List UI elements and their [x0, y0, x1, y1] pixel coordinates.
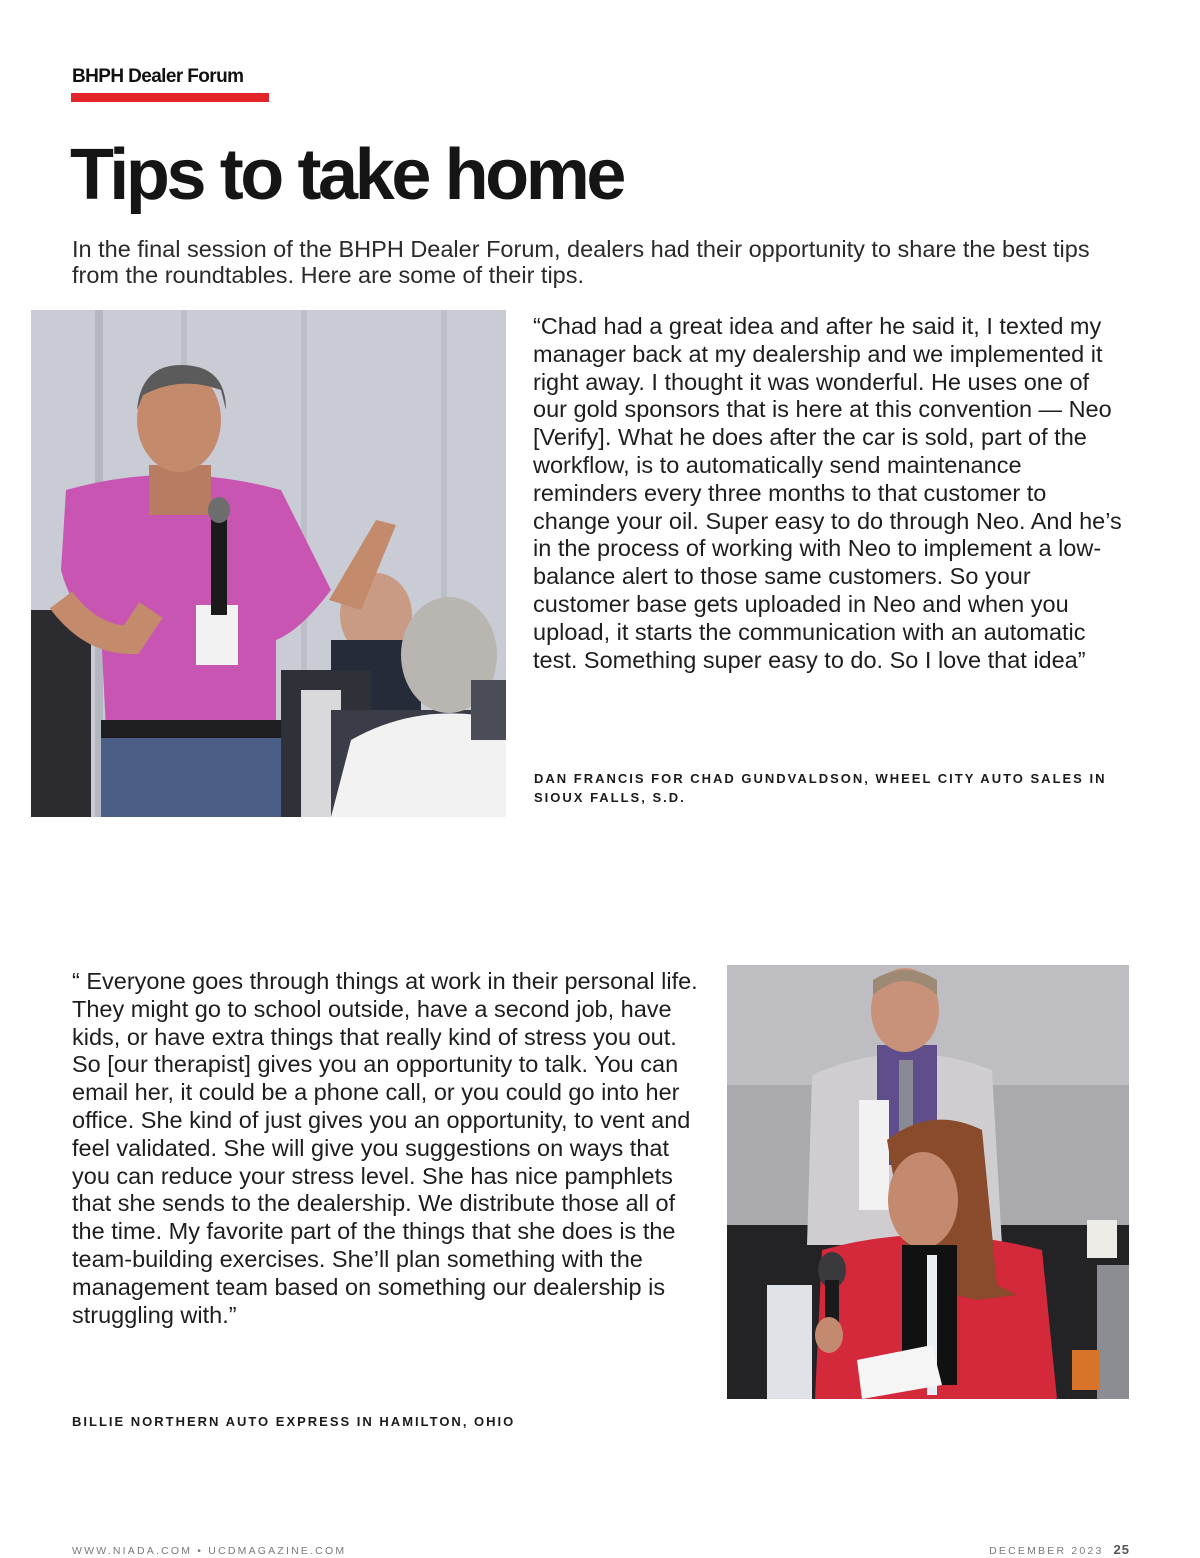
article-intro: In the final session of the BHPH Dealer Forum, dealers had their opportunity to share the best tips from the roundtables. Here are some of their tips.	[72, 236, 1090, 288]
speaker-photo-woman-red-jacket	[727, 965, 1129, 1399]
section-accent-rule	[71, 93, 269, 102]
article-headline: Tips to take home	[70, 135, 624, 215]
section-label: BHPH Dealer Forum	[72, 66, 244, 87]
dealer-quote-1: “Chad had a great idea and after he said it, I texted my manager back at my dealership and we implemented it right away. I thought it was wonderful. He uses one of our gold sponsors that is here at this convention — Neo [Verify]. What he does after the car is sold, part of the workflow, is to automatically send maintenance reminders every three months to that customer to change your oil. Super easy to do through Neo. And he’s in the process of working with Neo to implement a low-balance alert to those same customers. So your customer base gets uploaded in Neo and when you upload, it starts the communication with an automatic test. Something super easy to do. So I love that idea”	[533, 313, 1122, 673]
footer-page-info	[989, 1542, 1130, 1557]
dealer-quote-2: “ Everyone goes through things at work in their personal life. They might go to school outside, have a second job, have kids, or have extra things that really kind of stress you out. So [our therapist] gives you an opportunity to talk. You can email her, it could be a phone call, or you could go into her office. She kind of just gives you an opportunity, to vent and feel validated. She will give you suggestions on ways that you can reduce your stress level. She has nice pamphlets that she sends to the dealership. We distribute those all of the time. My favorite part of the things that she does is the team-building exercises. She’ll plan something with the management team based on something our dealership is struggling with.”	[72, 968, 698, 1328]
footer-websites: WWW.NIADA.COM • UCDMAGAZINE.COM	[72, 1545, 347, 1557]
speaker-photo-man-pink-shirt	[31, 310, 506, 817]
quote-2-attribution: BILLIE NORTHERN AUTO EXPRESS IN HAMILTON, OHIO	[72, 1414, 516, 1429]
quote-1-attribution: DAN FRANCIS FOR CHAD GUNDVALDSON, WHEEL CITY AUTO SALES IN SIOUX FALLS, S.D.	[534, 771, 1107, 805]
footer-issue-date: DECEMBER 2023	[989, 1545, 1104, 1557]
page-number: 25	[1113, 1542, 1130, 1557]
